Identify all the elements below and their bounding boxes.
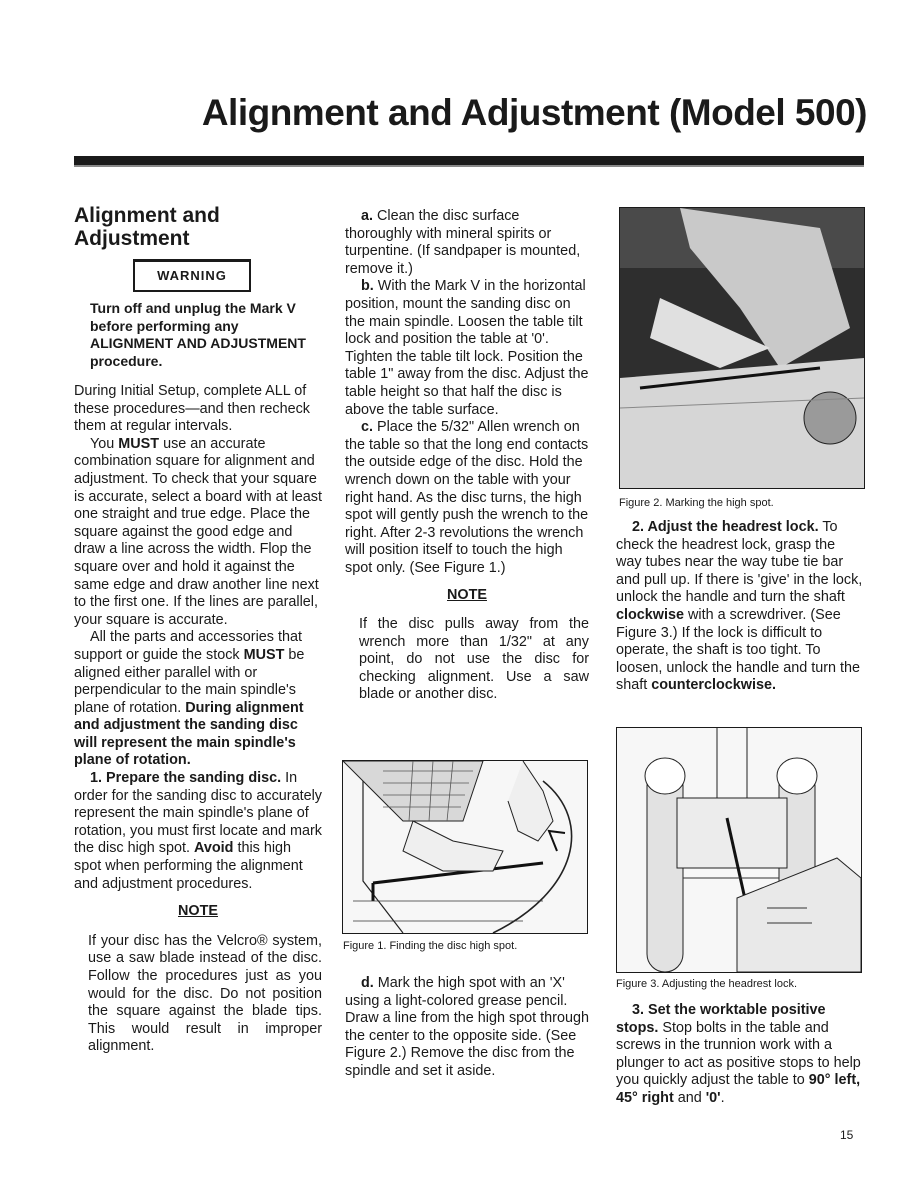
note-heading: NOTE (178, 903, 218, 920)
title-rule (74, 156, 864, 165)
figure-2-caption: Figure 2. Marking the high spot. (619, 497, 774, 509)
col1-body (74, 383, 322, 1056)
section-heading (74, 204, 274, 250)
paragraph: 2. Adjust the headrest lock. To check the headrest lock, grasp the way tubes near the way tube tie bar and pull up. If there is 'give' in the lock, unlock the handle and turn the shaft clockwise with a screwdriver. (See Figure 3.) If the lock is difficult to operate, the shaft is too tight. To loosen, unlock the handle and turn the shaft counterclockwise. (616, 519, 863, 694)
step-c: c. Place the 5/32" Allen wrench on the table so that the long end contacts the outside edge of the disc. Hold the wrench down on the table with your right hand. As the disc turns, the high spot will gently push the wrench to the right. After 2-3 revolutions the wrench will position itself to touch the high spot only. (See Figure 1.) (345, 419, 589, 576)
page-number: 15 (840, 1128, 854, 1142)
figure-1-caption: Figure 1. Finding the disc high spot. (343, 940, 518, 952)
note-text: If your disc has the Velcro® system, use a saw blade instead of the disc. Follow the procedures just as you would for the disc. Do not position the square against the blade tips. This would result in improper alignment. (88, 932, 322, 1055)
step-2 (616, 519, 864, 695)
step-d (345, 975, 589, 1081)
warning-text: Turn off and unplug the Mark V before performing any ALIGNMENT AND ADJUSTMENT procedure. (90, 300, 306, 369)
warning-label: WARNING (133, 259, 251, 292)
figure-3-caption: Figure 3. Adjusting the headrest lock. (616, 978, 797, 990)
section-heading-line1: Alignment and (74, 204, 220, 227)
step-3 (616, 1002, 864, 1108)
step-a: a. Clean the disc surface thoroughly with mineral spirits or turpentine. (If sandpaper is mounted, remove it.) (345, 208, 581, 277)
note-text: If the disc pulls away from the wrench more than 1/32" at any point, do not use the disc for checking alignment. Use a saw blade or another disc. (359, 616, 589, 703)
step-1-paragraph: 1. Prepare the sanding disc. In order for the sanding disc to accurately represent the main spindle's plane of rotation, you must first locate and mark the disc high spot. Avoid this high spot when performing the alignment and adjustment procedures. (74, 770, 322, 892)
step-b: b. With the Mark V in the horizontal position, mount the sanding disc on the main spindle. Loosen the table tilt lock and position the table at '0'. Tighten the table tilt lock. Position the table 1" away from the disc. Adjust the table height so that half the disc is above the table surface. (345, 278, 589, 418)
title-rule-shadow (74, 165, 864, 167)
figure-2-photo (619, 207, 865, 489)
page-title: Alignment and Adjustment (Model 500) (201, 92, 867, 133)
paragraph: 3. Set the worktable positive stops. Stop bolts in the table and screws in the trunnion work with a plunger to act as positive stops to help you quickly adjust the table to 90° left, 45° right and '0'. (616, 1002, 861, 1106)
paragraph: d. Mark the high spot with an 'X' using a light-colored grease pencil. Draw a line from the high spot through the center to the opposite side. (See Figure 2.) Remove the disc from the spindle and set it aside. (345, 975, 589, 1079)
figure-3-image (616, 727, 862, 973)
note-heading: NOTE (447, 587, 487, 604)
col2-body (345, 208, 589, 704)
paragraph: You MUST use an accurate combination square for alignment and adjustment. To check that your square is accurate, select a board with at least one straight and true edge. Place the square against the good edge and draw a line across the width. Flop the square over and hold it against the same edge and draw another line next to the first one. If the lines are parallel, your square is accurate. (74, 435, 322, 628)
figure-3-illustration (617, 728, 861, 972)
paragraph: During Initial Setup, complete ALL of these procedures—and then recheck them at regular intervals. (74, 383, 310, 435)
section-heading-line2: Adjustment (74, 227, 190, 250)
figure-2-illustration (620, 208, 864, 488)
figure-1-illustration (343, 761, 587, 933)
paragraph: All the parts and accessories that support or guide the stock MUST be aligned either parallel with or perpendicular to the main spindle's plane of rotation. During alignment and adjustment the sanding disc will represent the main spindle's plane of rotation. (74, 629, 305, 769)
figure-1-image (342, 760, 588, 934)
